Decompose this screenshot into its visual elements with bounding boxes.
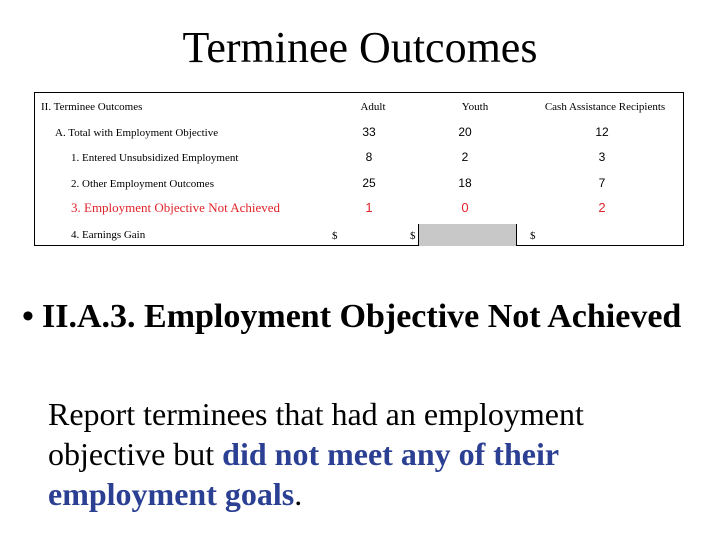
bullet-marker: • — [22, 298, 34, 335]
column-header-cash-assistance: Cash Assistance Recipients — [544, 101, 666, 113]
table-cell-youth: 0 — [461, 200, 469, 215]
table-cell-youth-dollar: $ — [410, 230, 416, 242]
bullet-body — [48, 394, 708, 514]
column-header-youth: Youth — [461, 101, 489, 113]
cell-divider — [418, 224, 419, 246]
table-cell-cash-assistance: 12 — [595, 125, 609, 139]
table-cell-adult-dollar: $ — [332, 230, 338, 242]
table-row-label: A. Total with Employment Objective — [55, 127, 219, 139]
body-text-start: Report terminees that had an employment objective but — [48, 396, 584, 472]
cell-divider — [516, 224, 517, 246]
table-cell-cash-dollar: $ — [530, 230, 536, 242]
body-text-emphasis: did not meet any of their employment goals — [48, 436, 559, 512]
table-cell-youth: 20 — [458, 125, 472, 139]
table-row-label: 2. Other Employment Outcomes — [71, 178, 214, 190]
table-cell-cash-assistance: 3 — [598, 150, 606, 164]
bullet-heading — [22, 296, 702, 338]
table-section-header: II. Terminee Outcomes — [41, 101, 143, 113]
table-row-label: 1. Entered Unsubsidized Employment — [71, 152, 239, 164]
outcomes-table — [34, 92, 684, 246]
table-cell-adult: 8 — [365, 150, 373, 164]
table-cell-youth: 2 — [461, 150, 469, 164]
table-cell-adult: 33 — [362, 125, 376, 139]
slide-title: Terminee Outcomes — [182, 23, 538, 72]
table-cell-cash-assistance: 7 — [598, 176, 606, 190]
bullet-heading-text: II.A.3. Employment Objective Not Achieved — [42, 298, 682, 335]
table-cell-youth: 18 — [458, 176, 472, 190]
table-cell-adult: 25 — [362, 176, 376, 190]
table-row-label-highlight: 3. Employment Objective Not Achieved — [71, 200, 281, 215]
table-row-label: 4. Earnings Gain — [71, 229, 146, 241]
shaded-cell — [418, 224, 516, 246]
body-text-end: . — [294, 476, 303, 512]
table-cell-adult: 1 — [365, 200, 373, 215]
column-header-adult: Adult — [360, 101, 386, 113]
table-cell-cash-assistance: 2 — [598, 200, 606, 215]
